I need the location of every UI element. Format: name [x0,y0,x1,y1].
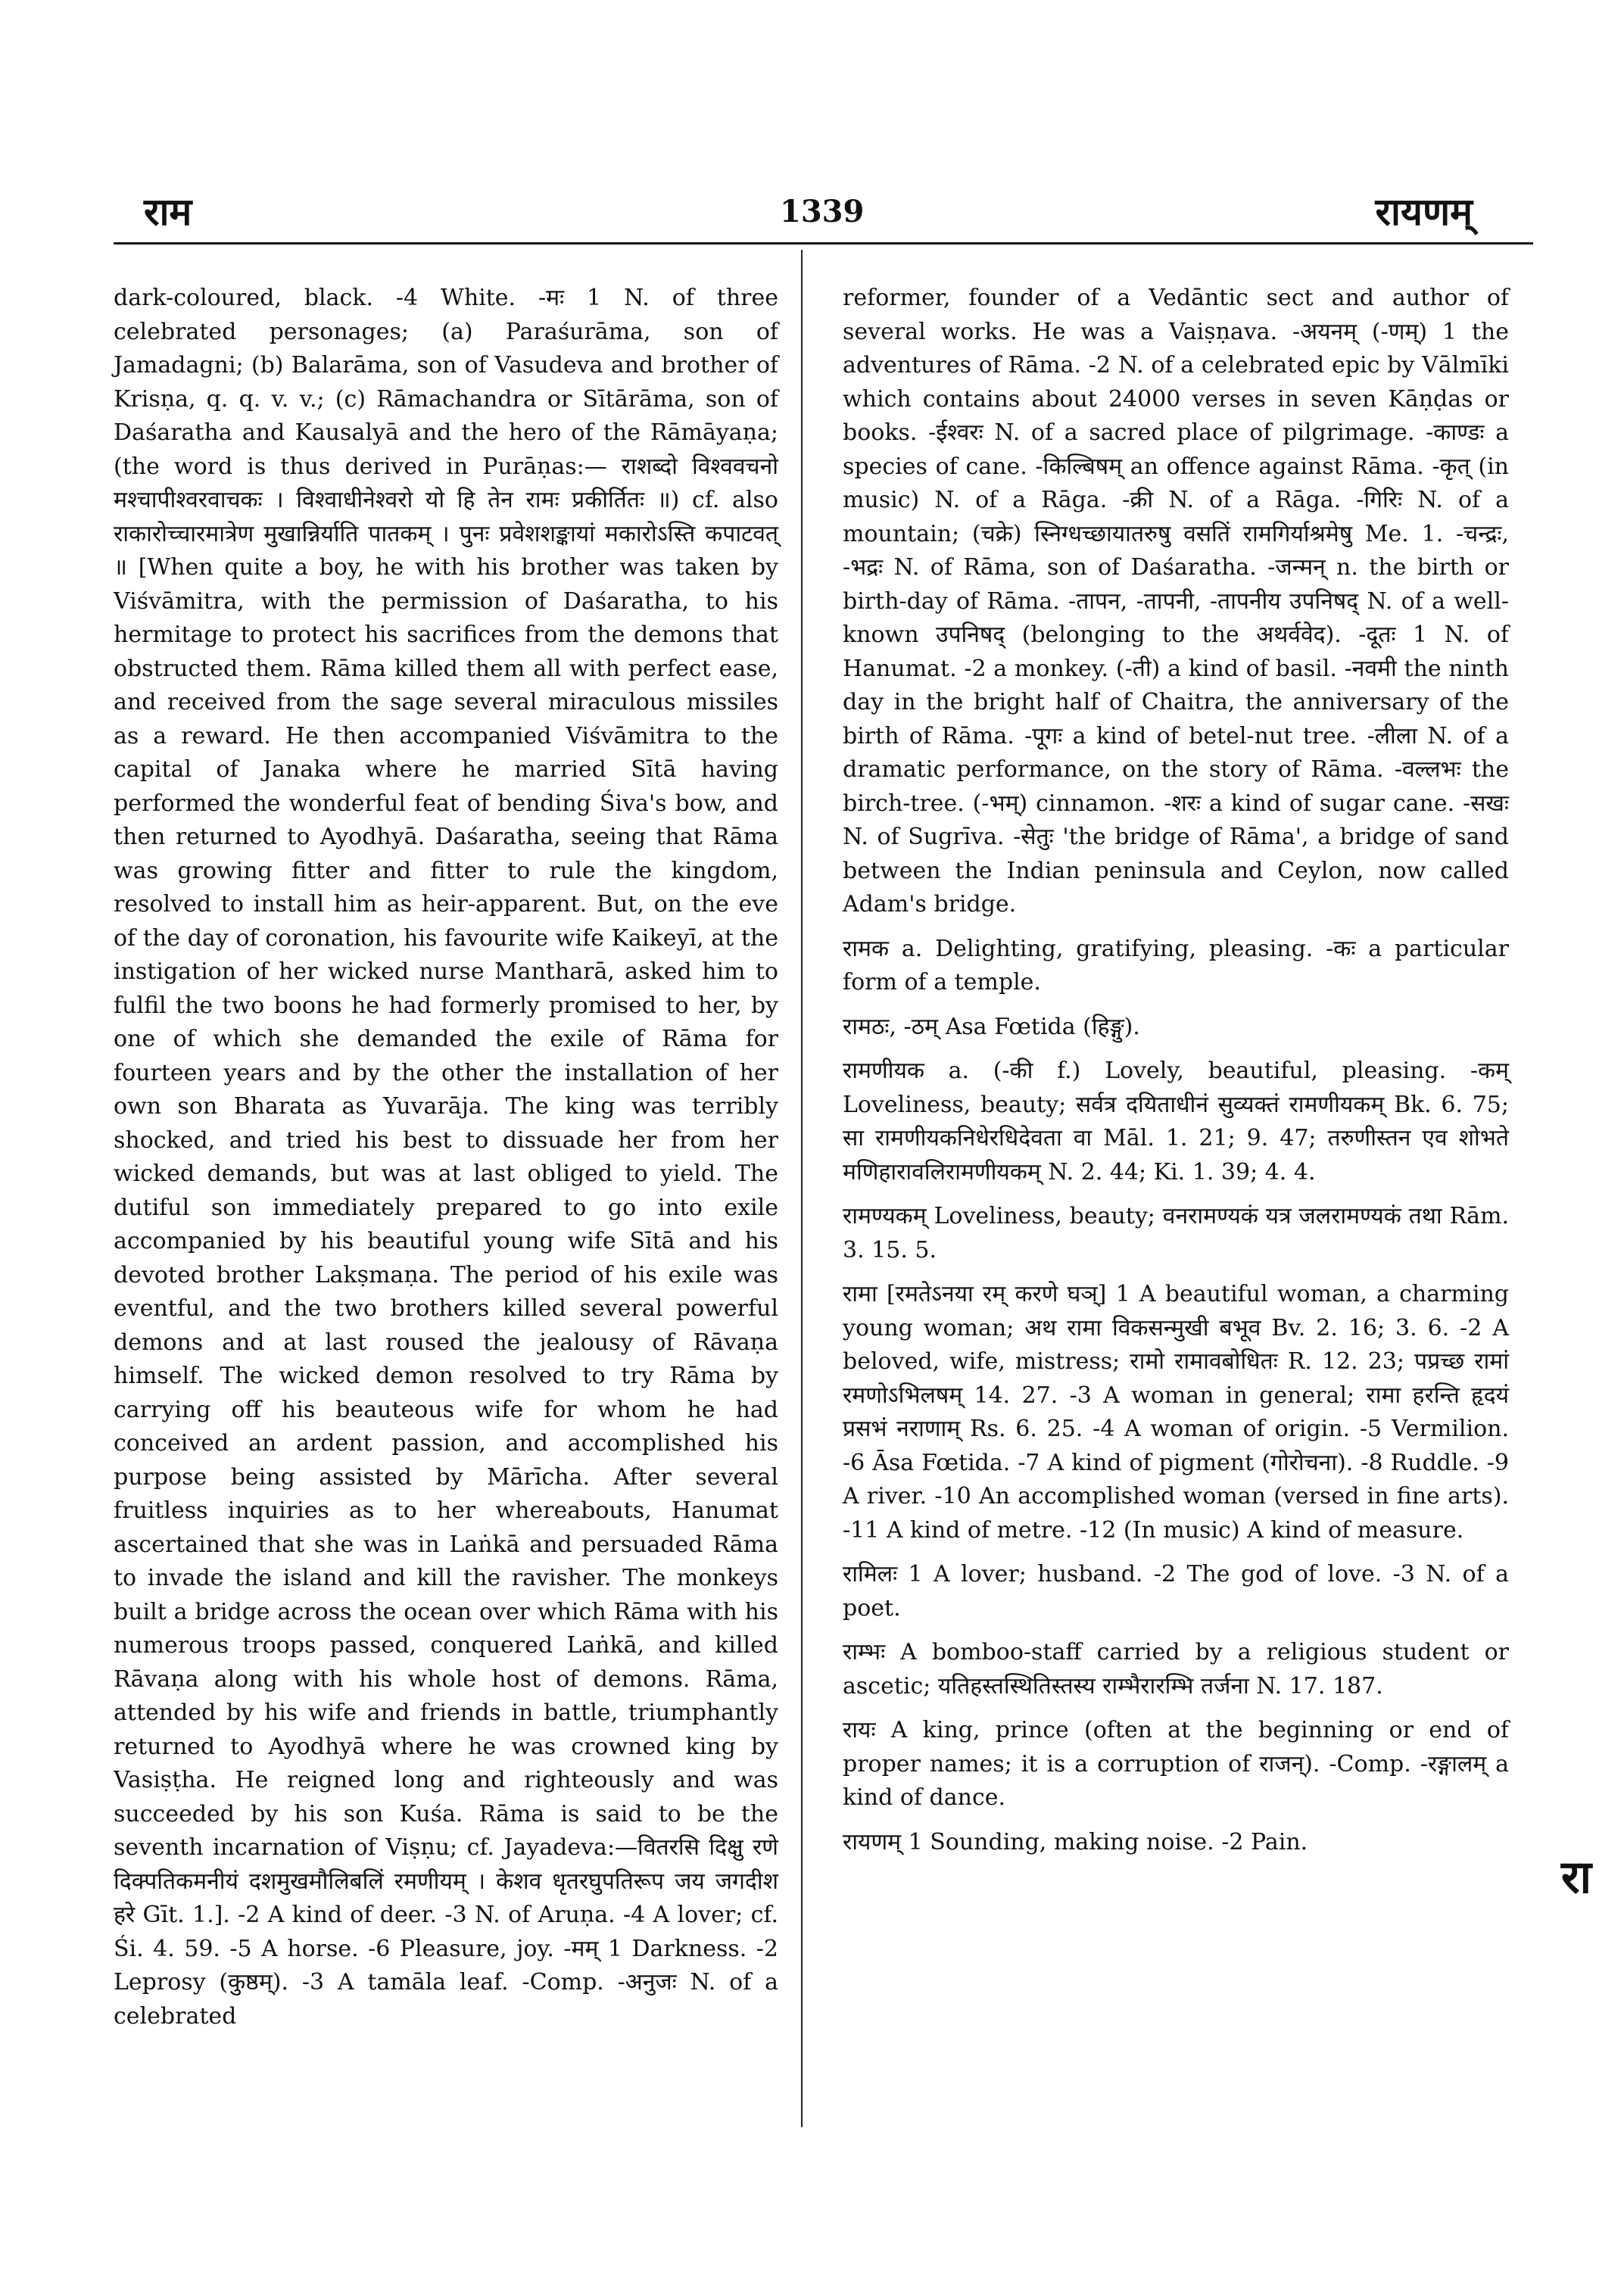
entry-raya: रायः A king, prince (often at the beginning or end of proper names; it is a corruption of राजन्). -Comp. -रङ्गालम् a kind of dance. [843,1717,1509,1811]
thumb-index-tab: रा [1560,1851,1592,1904]
entry-ramaniyaka: रामणीयक a. (-की f.) Lovely, beautiful, pleasing. -कम् Loveliness, beauty; सर्वत्र दयिताधीनं सुव्यक्तं रामणीयकम् Bk. 6. 75; सा रामणीयकनिधेरधिदेवता वा Māl. 1. 21; 9. 47; तरुणीस्तन एव शोभते मणिहारावलिरामणीयकम् N. 2. 44; Ki. 1. 39; 4. 4. [843,1058,1509,1185]
entry-paragraph: reformer, founder of a Vedāntic sect and author of several works. He was a Vaiṣṇava. -अयनम् (-णम्) 1 the adventures of Rāma. -2 N. of a celebrated epic by Vālmīki which contains about 24000 verses in seven Kāṇḍas or books. -ईश्वरः N. of a sacred place of pilgrimage. -काण्डः a species of cane. -किल्बिषम् an offence against Rāma. -कृत् (in music) N. of a Rāga. -क्री N. of a Rāga. -गिरिः N. of a mountain; (चक्रे) स्निग्धच्छायातरुषु वसतिं रामगिर्याश्रमेषु Me. 1. -चन्द्रः, -भद्रः N. of Rāma, son of Daśaratha. -जन्मन् n. the birth or birth-day of Rāma. -तापन, -तापनी, -तापनीय उपनिषद् N. of a well-known उपनिषद् (belonging to the अथर्ववेद). -दूतः 1 N. of Hanumat. -2 a monkey. (-ती) a kind of basil. -नवमी the ninth day in the bright half of Chaitra, the anniversary of the birth of Rāma. -पूगः a kind of betel-nut tree. -लीला N. of a dramatic performance, on the story of Rāma. -वल्लभः the birch-tree. (-भम्) cinnamon. -शरः a kind of sugar cane. -सखः N. of Sugrīva. -सेतुः 'the bridge of Rāma', a bridge of sand between the Indian peninsula and Ceylon, now called Adam's bridge. [843,285,1509,918]
entry-rama-woman: रामा [रमतेऽनया रम् करणे घञ्] 1 A beautiful woman, a charming young woman; अथ रामा विकसन्मुखी बभूव Bv. 2. 16; 3. 6. -2 A beloved, wife, mistress; रामो रामावबोधितः R. 12. 23; पप्रच्छ रामां रमणोऽभिलषम् 14. 27. -3 A woman in general; रामा हरन्ति हृदयं प्रसभं नराणाम् Rs. 6. 25. -4 A woman of origin. -5 Vermilion. -6 Āsa Fœtida. -7 A kind of pigment (गोरोचना). -8 Ruddle. -9 A river. -10 An accomplished woman (versed in fine arts). -11 A kind of metre. -12 (In music) A kind of measure. [843,1281,1509,1544]
entry-rayanam: रायणम् 1 Sounding, making noise. -2 Pain. [843,1828,1308,1855]
right-column [843,282,1509,1859]
entry-ramila: रामिलः 1 A lover; husband. -2 The god of love. -3 N. of a poet. [843,1561,1509,1622]
header-rule [114,242,1533,245]
entry-rambha: राम्भः A bomboo-staff carried by a religious student or ascetic; यतिहस्तस्थितिस्तस्य राम्भैरारम्भि तर्जना N. 17. 187. [843,1639,1509,1699]
entry-ramanyakam: रामण्यकम् Loveliness, beauty; वनरामण्यकं यत्र जलरामण्यकं तथा Rām. 3. 15. 5. [843,1203,1509,1263]
header-right-guide-word: रायणम् [1375,189,1473,234]
column-divider [801,250,803,2127]
entry-ramaka: रामक a. Delighting, gratifying, pleasing. -कः a particular form of a temple. [843,935,1509,995]
entry-ramatha: रामठः, -ठम् Asa Fœtida (हिङ्गु). [843,1013,1140,1040]
left-column [114,282,778,2033]
page-number: 1339 [780,194,865,229]
entry-paragraph: dark-coloured, black. -4 White. -मः 1 N. of three celebrated personages; (a) Paraśurāma, son of Jamadagni; (b) Balarāma, son of Vasudeva and brother of Krisṇa, q. q. v. v.; (c) Rāmachandra or Sītārāma, son of Daśaratha and Kausalyā and the hero of the Rāmāyaṇa; (the word is thus derived in Purāṇas:— राशब्दो विश्ववचनो मश्चापीश्वरवाचकः । विश्वाधीनेश्वरो यो हि तेन रामः प्रकीर्तितः ॥) cf. also राकारोच्चारमात्रेण मुखान्निर्याति पातकम् । पुनः प्रवेशशङ्कायां मकारोऽस्ति कपाटवत् ॥ [When quite a boy, he with his brother was taken by Viśvāmitra, with the permission of Daśaratha, to his hermitage to protect his sacrifices from the demons that obstructed them. Rāma killed them all with perfect ease, and received from the sage several miraculous missiles as a reward. He then accompanied Viśvāmitra to the capital of Janaka where he married Sītā having performed the wonderful feat of bending Śiva's bow, and then returned to Ayodhyā. Daśaratha, seeing that Rāma was growing fitter and fitter to rule the kingdom, resolved to install him as heir-apparent. But, on the eve of the day of coronation, his favourite wife Kaikeyī, at the instigation of her wicked nurse Mantharā, asked him to fulfil the two boons he had formerly promised to her, by one of which she demanded the exile of Rāma for fourteen years and by the other the installation of her own son Bharata as Yuvarāja. The king was terribly shocked, and tried his best to dissuade her from her wicked demands, but was at last obliged to yield. The dutiful son immediately prepared to go into exile accompanied by his beautiful young wife Sītā and his devoted brother Lakṣmaṇa. The period of his exile was eventful, and the two brothers killed several powerful demons and at last roused the jealousy of Rāvaṇa himself. The wicked demon resolved to try Rāma by carrying off his beauteous wife for whom he had conceived an ardent passion, and accomplished his purpose being assisted by Mārīcha. After several fruitless inquiries as to her whereabouts, Hanumat ascertained that she was in Laṅkā and persuaded Rāma to invade the island and kill the ravisher. The monkeys built a bridge across the ocean over which Rāma with his numerous troops passed, conquered Laṅkā, and killed Rāvaṇa along with his whole host of demons. Rāma, attended by his wife and friends in battle, triumphantly returned to Ayodhyā where he was crowned king by Vasiṣṭha. He reigned long and righteously and was succeeded by his son Kuśa. Rāma is said to be the seventh incarnation of Viṣṇu; cf. Jayadeva:—वितरसि दिक्षु रणे दिक्पतिकमनीयं दशमुखमौलिबलिं रमणीयम् । केशव धृतरघुपतिरूप जय जगदीश हरे Gīt. 1.]. -2 A kind of deer. -3 N. of Aruṇa. -4 A lover; cf. Śi. 4. 59. -5 A horse. -6 Pleasure, joy. -मम् 1 Darkness. -2 Leprosy (कुष्ठम्). -3 A tamāla leaf. -Comp. -अनुजः N. of a celebrated [114,285,778,2030]
header-left-guide-word: राम [144,189,192,234]
